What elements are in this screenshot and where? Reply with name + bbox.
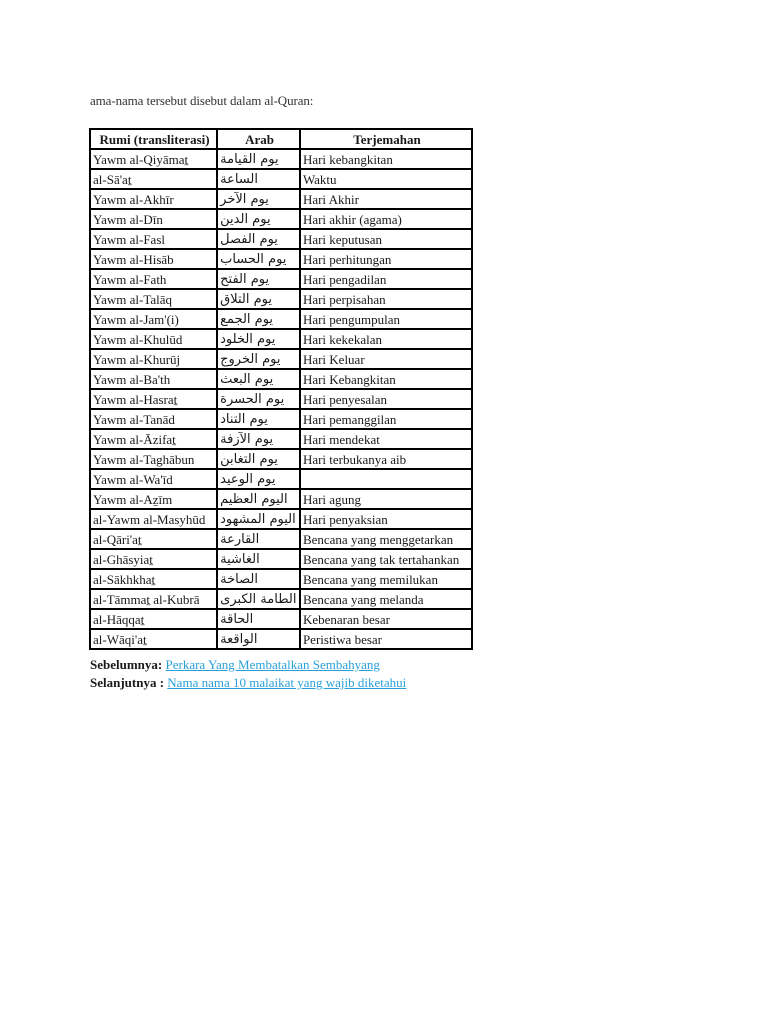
cell-rumi: al-Tāmmaṯ al-Kubrā — [90, 589, 217, 609]
cell-rumi: Yawm al-Akhīr — [90, 189, 217, 209]
cell-rumi: Yawm al-Jam'(i) — [90, 309, 217, 329]
cell-arab: يوم البعث — [217, 369, 300, 389]
cell-arab: الصاخة — [217, 569, 300, 589]
table-row — [90, 389, 472, 409]
table-row — [90, 629, 472, 649]
cell-rumi: al-Ghāsyiaṯ — [90, 549, 217, 569]
cell-rumi: Yawm al-Dīn — [90, 209, 217, 229]
cell-terjemahan: Hari pengadilan — [300, 269, 472, 289]
table-row — [90, 429, 472, 449]
cell-rumi: Yawm al-Talāq — [90, 289, 217, 309]
table-row — [90, 249, 472, 269]
cell-rumi: Yawm al-Āzifaṯ — [90, 429, 217, 449]
cell-arab: يوم الخروج — [217, 349, 300, 369]
cell-rumi: al-Yawm al-Masyhūd — [90, 509, 217, 529]
cell-rumi: Yawm al-Hasraṯ — [90, 389, 217, 409]
table-row — [90, 489, 472, 509]
cell-arab: يوم التناد — [217, 409, 300, 429]
cell-terjemahan: Hari akhir (agama) — [300, 209, 472, 229]
cell-rumi: Yawm al-Fath — [90, 269, 217, 289]
cell-rumi: Yawm al-Tanād — [90, 409, 217, 429]
table-row — [90, 229, 472, 249]
cell-arab: يوم الفصل — [217, 229, 300, 249]
cell-terjemahan: Hari pemanggilan — [300, 409, 472, 429]
previous-label: Sebelumnya: — [90, 657, 163, 672]
cell-terjemahan: Hari perpisahan — [300, 289, 472, 309]
cell-arab: يوم الحسرة — [217, 389, 300, 409]
previous-post — [90, 657, 380, 673]
table-row — [90, 549, 472, 569]
cell-rumi: Yawm al-Aẕīm — [90, 489, 217, 509]
cell-terjemahan: Hari kekekalan — [300, 329, 472, 349]
cell-terjemahan: Hari Akhir — [300, 189, 472, 209]
cell-arab: اليوم المشهود — [217, 509, 300, 529]
cell-terjemahan: Hari Keluar — [300, 349, 472, 369]
cell-rumi: al-Wāqi'aṯ — [90, 629, 217, 649]
cell-rumi: Yawm al-Wa'īd — [90, 469, 217, 489]
intro-text: ama-nama tersebut disebut dalam al-Quran: — [90, 93, 314, 108]
cell-rumi: Yawm al-Hisāb — [90, 249, 217, 269]
cell-terjemahan: Hari kebangkitan — [300, 149, 472, 169]
table-row — [90, 469, 472, 489]
table-row — [90, 289, 472, 309]
cell-arab: يوم الدين — [217, 209, 300, 229]
header-rumi: Rumi (transliterasi) — [90, 129, 217, 149]
cell-arab: يوم الفتح — [217, 269, 300, 289]
cell-terjemahan: Peristiwa besar — [300, 629, 472, 649]
cell-arab: يوم القيامة — [217, 149, 300, 169]
table-row — [90, 449, 472, 469]
cell-arab: يوم الآزفة — [217, 429, 300, 449]
cell-terjemahan: Bencana yang tak tertahankan — [300, 549, 472, 569]
cell-rumi: al-Sākhkhaṯ — [90, 569, 217, 589]
previous-post-link[interactable]: Perkara Yang Membatalkan Sembahyang — [165, 657, 380, 672]
next-label: Selanjutnya : — [90, 675, 165, 690]
cell-terjemahan: Hari perhitungan — [300, 249, 472, 269]
cell-arab: الساعة — [217, 169, 300, 189]
table-body — [90, 149, 472, 649]
cell-terjemahan: Hari agung — [300, 489, 472, 509]
cell-arab: يوم الجمع — [217, 309, 300, 329]
cell-terjemahan: Hari Kebangkitan — [300, 369, 472, 389]
cell-rumi: Yawm al-Fasl — [90, 229, 217, 249]
cell-arab: الواقعة — [217, 629, 300, 649]
table-header-row — [90, 129, 472, 149]
cell-rumi: Yawm al-Khurūj — [90, 349, 217, 369]
cell-terjemahan: Bencana yang menggetarkan — [300, 529, 472, 549]
cell-arab: القارعة — [217, 529, 300, 549]
cell-arab: اليوم العظيم — [217, 489, 300, 509]
cell-rumi: Yawm al-Qiyāmaṯ — [90, 149, 217, 169]
next-post-link[interactable]: Nama nama 10 malaikat yang wajib diketahui — [167, 675, 407, 690]
cell-arab: يوم الحساب — [217, 249, 300, 269]
cell-arab: يوم الوعيد — [217, 469, 300, 489]
next-post — [90, 675, 406, 691]
cell-terjemahan: Kebenaran besar — [300, 609, 472, 629]
cell-terjemahan — [300, 469, 472, 489]
names-table — [89, 128, 473, 650]
cell-terjemahan: Bencana yang melanda — [300, 589, 472, 609]
cell-rumi: Yawm al-Taghābun — [90, 449, 217, 469]
cell-rumi: al-Hāqqaṯ — [90, 609, 217, 629]
cell-arab: الحاقة — [217, 609, 300, 629]
cell-terjemahan: Hari keputusan — [300, 229, 472, 249]
table-row — [90, 269, 472, 289]
header-arab: Arab — [217, 129, 300, 149]
cell-rumi: al-Sā'aṯ — [90, 169, 217, 189]
cell-terjemahan: Hari mendekat — [300, 429, 472, 449]
table-row — [90, 529, 472, 549]
header-terjemahan: Terjemahan — [300, 129, 472, 149]
cell-rumi: Yawm al-Ba'th — [90, 369, 217, 389]
cell-arab: يوم الآخر — [217, 189, 300, 209]
cell-terjemahan: Hari pengumpulan — [300, 309, 472, 329]
table-row — [90, 569, 472, 589]
table-row — [90, 309, 472, 329]
table-row — [90, 169, 472, 189]
cell-rumi: Yawm al-Khulūd — [90, 329, 217, 349]
cell-arab: الغاشية — [217, 549, 300, 569]
table-row — [90, 149, 472, 169]
cell-terjemahan: Hari penyaksian — [300, 509, 472, 529]
cell-arab: يوم التغابن — [217, 449, 300, 469]
cell-terjemahan: Hari terbukanya aib — [300, 449, 472, 469]
table-row — [90, 189, 472, 209]
cell-arab: يوم التلاق — [217, 289, 300, 309]
table-row — [90, 369, 472, 389]
cell-arab: الطامة الكبرى — [217, 589, 300, 609]
cell-terjemahan: Hari penyesalan — [300, 389, 472, 409]
cell-terjemahan: Waktu — [300, 169, 472, 189]
cell-terjemahan: Bencana yang memilukan — [300, 569, 472, 589]
cell-arab: يوم الخلود — [217, 329, 300, 349]
table-row — [90, 209, 472, 229]
table-row — [90, 409, 472, 429]
table-row — [90, 589, 472, 609]
table-row — [90, 329, 472, 349]
table-row — [90, 609, 472, 629]
table-row — [90, 349, 472, 369]
table-row — [90, 509, 472, 529]
cell-rumi: al-Qāri'aṯ — [90, 529, 217, 549]
